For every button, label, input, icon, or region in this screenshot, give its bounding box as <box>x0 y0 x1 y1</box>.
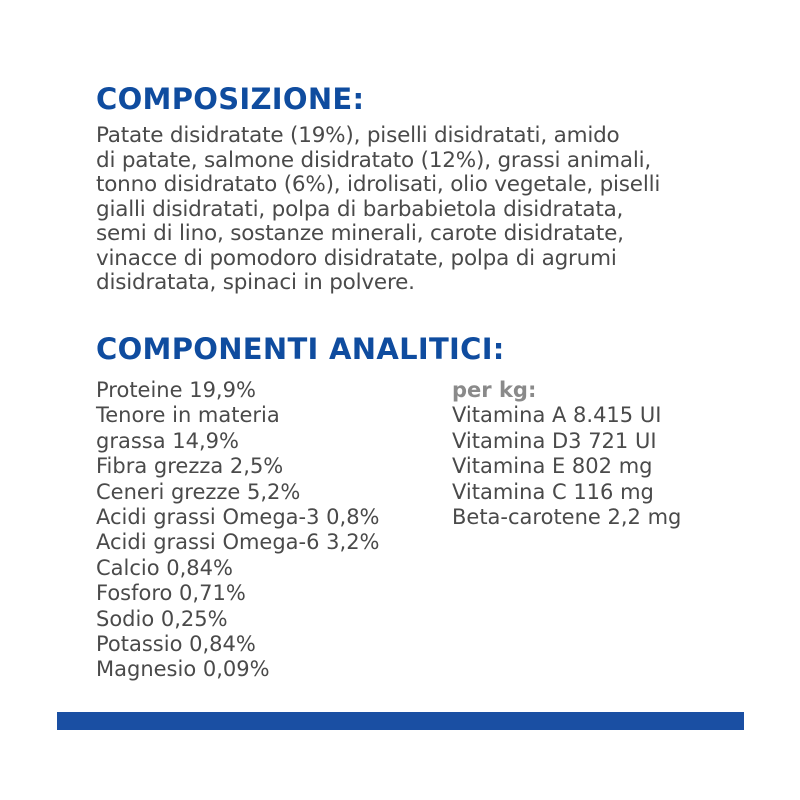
analytic-item: Potassio 0,84% <box>96 632 256 657</box>
composition-line: gialli disidratati, polpa di barbabietola disidratata, <box>96 196 624 222</box>
analytic-item: grassa 14,9% <box>96 428 239 453</box>
composition-line: semi di lino, sostanze minerali, carote disidratate, <box>96 221 624 246</box>
analytic-item: Tenore in materia <box>96 403 280 428</box>
analytic-right-list <box>452 378 681 530</box>
composition-line: vinacce di pomodoro disidratate, polpa di agrumi <box>96 245 617 271</box>
analytic-item: Fosforo 0,71% <box>96 581 246 606</box>
composition-text <box>96 124 736 296</box>
analytic-item: Acidi grassi Omega-3 0,8% <box>96 505 380 530</box>
footer-bar <box>57 712 744 730</box>
composition-heading: COMPOSIZIONE: <box>96 82 365 116</box>
composition-line: Patate disidratate (19%), piselli disidratati, amido <box>96 123 620 148</box>
analytic-item: Acidi grassi Omega-6 3,2% <box>96 530 380 555</box>
analytic-item: Magnesio 0,09% <box>96 657 270 682</box>
per-kg-label: per kg: <box>452 378 537 402</box>
analytic-heading: COMPONENTI ANALITICI: <box>96 332 505 366</box>
analytic-item: Fibra grezza 2,5% <box>96 454 284 479</box>
vitamin-item: Vitamina A 8.415 UI <box>452 403 662 428</box>
analytic-item: Calcio 0,84% <box>96 555 233 580</box>
composition-line: disidratata, spinaci in polvere. <box>96 270 415 295</box>
vitamin-item: Beta-carotene 2,2 mg <box>452 505 682 530</box>
vitamin-item: Vitamina E 802 mg <box>452 454 653 479</box>
vitamin-item: Vitamina D3 721 UI <box>452 428 657 453</box>
composition-line: tonno disidratato (6%), idrolisati, olio vegetale, piselli <box>96 172 661 197</box>
analytic-item: Sodio 0,25% <box>96 606 228 631</box>
analytic-item: Ceneri grezze 5,2% <box>96 479 301 504</box>
vitamin-item: Vitamina C 116 mg <box>452 479 654 504</box>
analytic-item: Proteine 19,9% <box>96 378 256 402</box>
analytic-left-list <box>96 378 380 683</box>
composition-line: di patate, salmone disidratato (12%), grassi animali, <box>96 147 652 173</box>
